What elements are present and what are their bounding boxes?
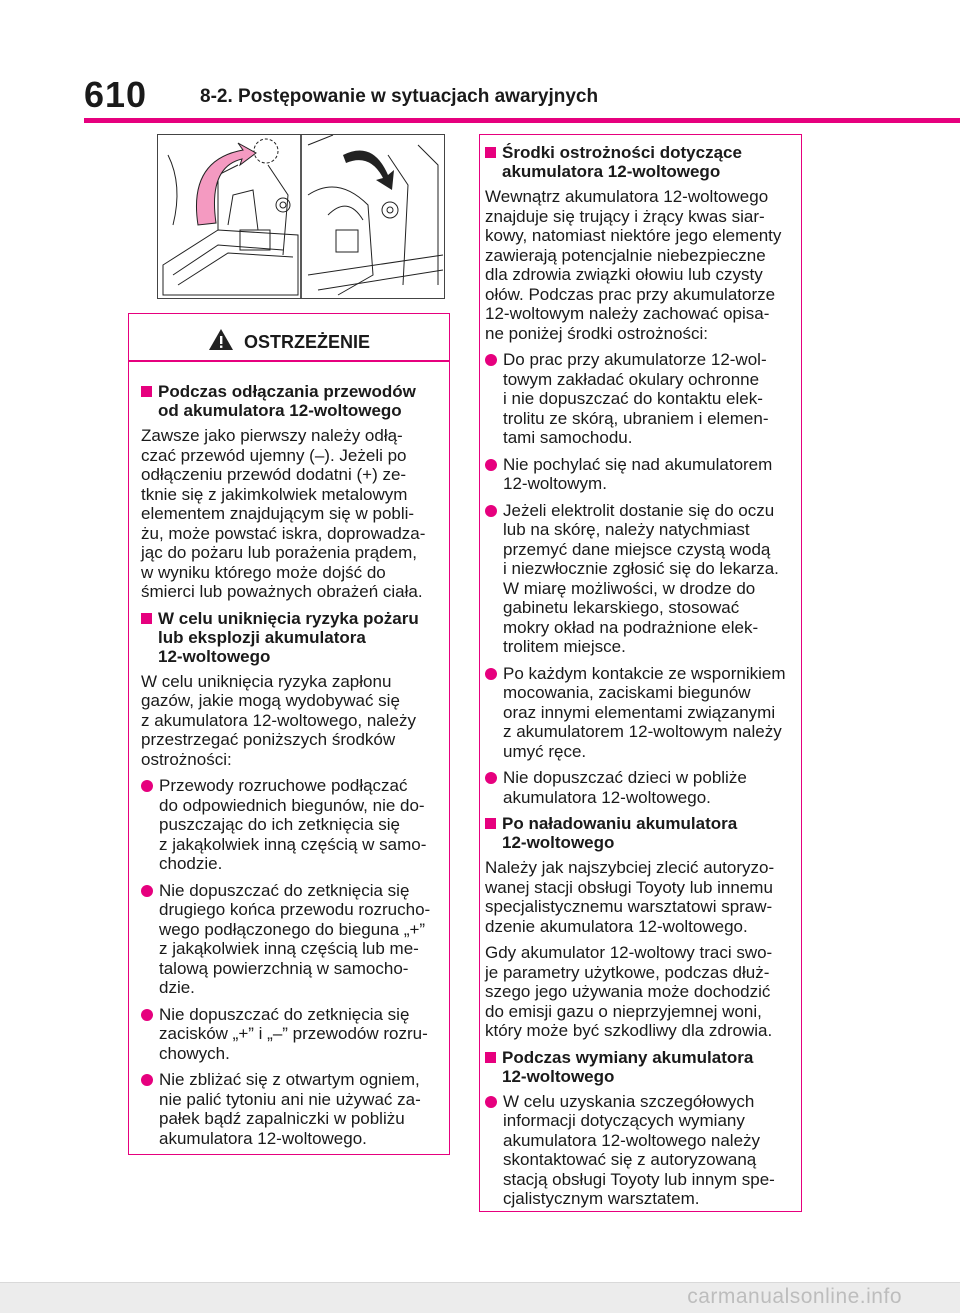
circle-bullet-icon [141,885,153,897]
square-bullet-icon [141,386,152,397]
section-heading [141,382,437,420]
bullet-text: Nie pochylać się nad akumulatorem 12-woltowym. [503,454,773,493]
section-heading [485,814,795,852]
battery-cable-disconnect-illustration [157,134,445,299]
circle-bullet-icon [485,505,497,517]
section-heading-text: Środki ostrożności dotyczące akumulatora 12-woltowego [502,143,742,181]
watermark-bar [0,1282,960,1313]
warning-triangle-icon [208,328,234,356]
bullet-item [485,1092,795,1209]
circle-bullet-icon [485,354,497,366]
circle-bullet-icon [485,772,497,784]
bullet-item [141,881,437,998]
paragraph: Należy jak najszybciej zlecić autoryzo- wanej stacji obsługi Toyoty lub innemu specjalistycznemu warsztatowi spraw- dzenie akumulatora 12-woltowego. [485,858,775,936]
square-bullet-icon [485,818,496,829]
paragraph: W celu uniknięcia ryzyka zapłonu gazów, jakie mogą wydobywać się z akumulatora 12-woltowego, należy przestrzegać poniższych środków ostrożności: [141,671,416,769]
paragraph: Zawsze jako pierwszy należy odłą- czać przewód ujemny (–). Jeżeli po odłączeniu przewód dodatni (+) ze- tknie się z jakimkolwiek metalowym elementem znajdującym się w pobli- żu, może powstać iskra, doprowadza- jąc do pożaru lub porażenia prądem, w wyniku którego może dojść do śmierci lub poważnych obrażeń ciała. [141,426,426,601]
square-bullet-icon [141,613,152,624]
bullet-item [141,776,437,874]
section-heading-text: Po naładowaniu akumulatora 12-woltowego [502,814,738,852]
watermark-text: carmanualsonline.info [687,1285,902,1308]
circle-bullet-icon [485,1096,497,1108]
bullet-item [485,664,795,762]
square-bullet-icon [485,1052,496,1063]
section-heading-text: Podczas wymiany akumulatora 12-woltowego [502,1047,754,1086]
warning-header [141,328,437,356]
bullet-text: Nie dopuszczać do zetknięcia się zacisków „+” i „–” przewodów rozru- chowych. [159,1004,428,1063]
bullet-text: Do prac przy akumulatorze 12-wol- towym zakładać okulary ochronne i nie dopuszczać do kontaktu elek- trolitu ze skórą, ubraniem i elemen- tami samochodu. [503,350,769,447]
paragraph: Gdy akumulator 12-woltowy traci swo- je parametry użytkowe, podczas dłuż- szego jego używania może dochodzić do emisji gazu o nieprzyjemnej woni, który może być szkodliwy dla zdrowia. [485,943,773,1040]
section-heading [485,143,795,181]
info-box [479,134,802,1212]
circle-bullet-icon [141,1009,153,1021]
section-title: 8-2. Postępowanie w sytuacjach awaryjnych [200,86,599,107]
warning-content [141,382,437,1148]
bullet-item [485,768,795,807]
section-heading [485,1048,795,1086]
bullet-item [485,501,795,657]
circle-bullet-icon [485,459,497,471]
bullet-text: Nie dopuszczać do zetknięcia się drugiego końca przewodu rozrucho- wego podłączonego do bieguna „+” z jakąkolwiek inną częścią lub me- talową powierzchnią w samocho- dzie. [159,880,431,997]
warning-box [128,313,450,1155]
header-rule [84,118,960,123]
section-heading-text: W celu uniknięcia ryzyka pożaru lub eksplozji akumulatora 12-woltowego [158,608,419,666]
page-number: 610 [84,74,148,115]
warning-title: OSTRZEŻENIE [243,331,370,352]
square-bullet-icon [485,147,496,158]
bullet-text: Jeżeli elektrolit dostanie się do oczu lub na skórę, należy natychmiast przemyć dane miejsce czystą wodą i niezwłocznie zgłosić się do lekarza. W miarę możliwości, w drodze do gabinetu lekarskiego, stosować mokry okład na podrażnione elek- trolitem miejsce. [503,500,779,656]
bullet-text: Nie dopuszczać dzieci w pobliże akumulatora 12-woltowego. [503,768,747,807]
bullet-item [141,1005,437,1064]
warning-divider [129,360,449,362]
section-heading [141,609,437,666]
bullet-text: Po każdym kontakcie ze wspornikiem mocowania, zaciskami biegunów oraz innymi elementami związanymi z akumulatorem 12-woltowym należy umyć ręce. [503,663,786,761]
bullet-item [485,455,795,494]
bullet-item [485,350,795,448]
circle-bullet-icon [141,1074,153,1086]
info-content [485,143,795,1209]
bullet-text: Nie zbliżać się z otwartym ogniem, nie palić tytoniu ani nie używać za- pałek bądź zapalniczki w pobliżu akumulatora 12-woltowego. [159,1070,421,1148]
circle-bullet-icon [485,668,497,680]
bullet-text: Przewody rozruchowe podłączać do odpowiednich biegunów, nie do- puszczając do ich zetknięcia się z jakąkolwiek inną częścią w samo- chodzie. [159,776,427,873]
paragraph: Wewnątrz akumulatora 12-woltowego znajduje się trujący i żrący kwas siar- kowy, natomiast niektóre jego elementy zawierają potencjalnie niebezpieczne dla zdrowia związki ołowiu lub czysty ołów. Podczas prac przy akumulatorze 12-woltowym należy zachować opisa- ne poniżej środki ostrożności: [485,187,782,343]
bullet-item [141,1070,437,1148]
bullet-text: W celu uzyskania szczegółowych informacji dotyczących wymiany akumulatora 12-woltowego należy skontaktować się z autoryzowaną stacją obsługi Toyoty lub innym spe- cjalistycznym warsztatem. [503,1091,775,1208]
section-heading-text: Podczas odłączania przewodów od akumulatora 12-woltowego [158,382,416,420]
circle-bullet-icon [141,780,153,792]
